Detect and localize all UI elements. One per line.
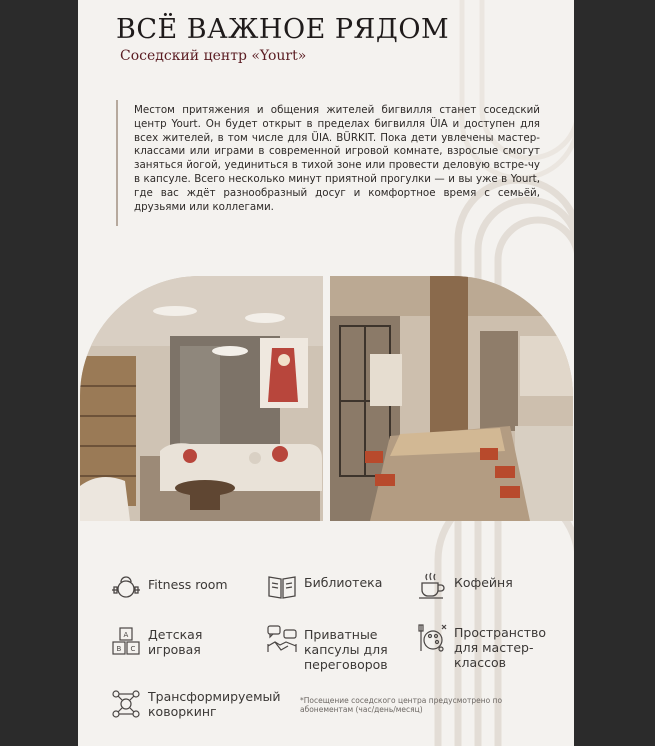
intro-paragraph: Местом притяжения и общения жителей бигвилля станет соседский центр Yourt. Он будет открыт в пределах бигвилля ÜIA и доступен для всех жителей, в том числе для ÜIA. BÜRKIT. Пока дети увлечены мастер-классами или играми в современной игровой комнате, взрослые смогут заняться йогой, уединиться в тихой зоне или провести деловую встре-чу в капсуле. Всего несколько минут приятной прогулки — и вы уже в Yourt, где вас ждёт разнообразный досуг и комфортное время с семьёй, друзьями или коллегами. [134,104,540,213]
amenity-label: Fitness room [148,577,228,592]
svg-text:B: B [116,645,122,653]
amenity-label: Трансформируемый коворкинг [148,689,281,719]
footnote: *Посещение соседского центра предусмотрено по абонементам (час/день/месяц) [300,696,503,714]
amenity-private-capsules [266,624,388,672]
amenity-label: Библиотека [304,575,383,590]
amenity-coffee-shop [416,570,513,602]
handshake-chat-icon [266,624,298,656]
amenity-workshop-space [416,622,546,670]
coffee-cup-icon [416,570,448,602]
art-tools-icon [416,622,448,654]
intro-accent-bar [116,100,118,226]
kettlebell-icon [110,570,142,602]
brochure-page [78,0,574,746]
photo-row [78,276,574,522]
amenity-label: Пространство для мастер- классов [454,625,547,670]
amenity-label: Приватные капсулы для переговоров [304,627,388,672]
page-subtitle: Соседский центр «Yourt» [120,48,307,64]
amenity-label: Кофейня [454,575,513,590]
svg-text:C: C [130,645,136,653]
book-icon [266,570,298,602]
page-title: ВСЁ ВАЖНОЕ РЯДОМ [116,14,450,45]
amenity-coworking [110,688,281,720]
amenity-fitness-room [110,570,228,602]
svg-text:A: A [123,631,129,639]
abc-blocks-icon [110,625,142,657]
amenity-kids-playroom [110,625,202,657]
amenity-library [266,570,382,602]
network-people-icon [110,688,142,720]
dining-room-photo [330,276,573,521]
amenity-label: Детская игровая [148,627,203,657]
living-room-photo [80,276,323,521]
